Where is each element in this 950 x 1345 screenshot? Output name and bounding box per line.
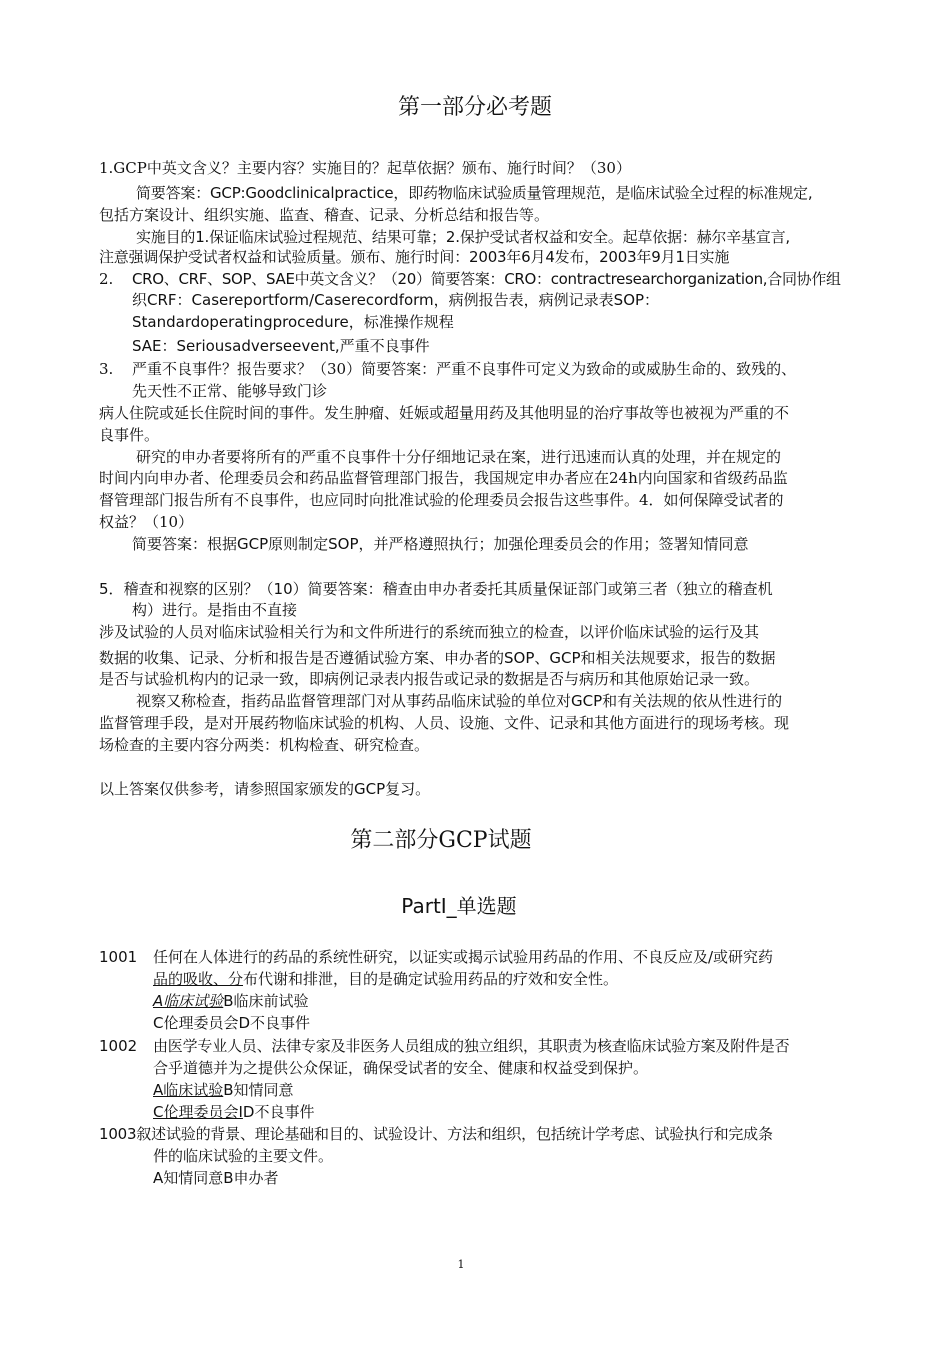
- q1002-option-b: B知情同意: [223, 1081, 294, 1099]
- q1002-number: 1002: [99, 1037, 138, 1055]
- q2-number: 2.: [99, 270, 114, 288]
- q1002-line: 合乎道德并为之提供公众保证，确保受试者的安全、健康和权益受到保护。: [153, 1059, 649, 1077]
- q3-line: 先天性不正常、能够导致门诊: [132, 382, 328, 400]
- part1-title: 第一部分必考题: [397, 95, 552, 120]
- q1002-options-ab: [153, 1080, 294, 1100]
- q1001-line2: [153, 969, 618, 989]
- q5-line: 涉及试验的人员对临床试验相关行为和文件所进行的系统而独立的检查，以评价临床试验的运行及其: [99, 623, 760, 641]
- underlined-text: 品的吸收、分: [153, 970, 244, 988]
- q1002-option-c: C伦理委员会I: [153, 1103, 243, 1121]
- q2-line: SAE：Seriousadverseevent,严重不良事件: [132, 337, 430, 355]
- disclaimer-note: 以上答案仅供参考，请参照国家颁发的GCP复习。: [99, 780, 431, 798]
- q5-line: 视察又称检查，指药品监督管理部门对从事药品临床试验的单位对GCP和有关法规的依从性进行的: [136, 692, 783, 710]
- q1003-line: 件的临床试验的主要文件。: [153, 1147, 334, 1165]
- q5-line: 构）进行。是指由不直接: [132, 601, 298, 619]
- q5-line: 数据的收集、记录、分析和报告是否遵循试验方案、申办者的SOP、GCP和相关法规要求，报告的数据: [99, 649, 776, 667]
- q3-line: 权益？（10）: [99, 513, 194, 531]
- q1001-option-a: A临床试验: [153, 992, 224, 1010]
- q1-answer-line: 注意强调保护受试者权益和试验质量。颁布、施行时间：2003年6月4发布，2003年9月1日实施: [99, 248, 730, 266]
- q5-line: 是否与试验机构内的记录一致，即病例记录表内报告或记录的数据是否与病历和其他原始记录一致。: [99, 670, 760, 688]
- q5-line: 场检查的主要内容分两类：机构检查、研究检查。: [99, 736, 430, 754]
- q1001-line2-rest: 布代谢和排泄，目的是确定试验用药品的疗效和安全性。: [243, 970, 619, 988]
- q1-answer-line: 包括方案设计、组织实施、监查、稽查、记录、分析总结和报告等。: [99, 206, 550, 224]
- q3-line: 时间内向申办者、伦理委员会和药品监督管理部门报告，我国规定申办者应在24h内向国家和省级药品监: [99, 469, 788, 487]
- q1001-option-b: B临床前试验: [223, 992, 309, 1010]
- page-number: 1: [457, 1258, 465, 1271]
- q1002-option-d: D不良事件: [242, 1103, 315, 1121]
- q4-answer: 简要答案：根据GCP原则制定SOP，并严格遵照执行；加强伦理委员会的作用；签署知情同意: [132, 535, 749, 553]
- q2-line: Standardoperatingprocedure，标准操作规程: [132, 313, 454, 331]
- q1-question: 1.GCP中英文含义？主要内容？实施目的？起草依据？颁布、施行时间？（30）: [99, 159, 631, 177]
- q1001-number: 1001: [99, 948, 138, 966]
- q3-line: 督管理部门报告所有不良事件，也应同时向批准试验的伦理委员会报告这些事件。4．如何保障受试者的: [99, 491, 784, 509]
- q2-line: CRO、CRF、SOP、SAE中英文含义？（20）简要答案：CRO：contractresearchorganization,合同协作组: [132, 270, 841, 288]
- q1002-option-a: A临床试验: [153, 1081, 224, 1099]
- q1003-line: 1003叙述试验的背景、理论基础和目的、试验设计、方法和组织，包括统计学考虑、试验执行和完成条: [99, 1125, 773, 1143]
- q1002-line: 由医学专业人员、法律专家及非医务人员组成的独立组织，其职责为核查临床试验方案及附件是否: [153, 1037, 790, 1055]
- q3-line: 研究的申办者要将所有的严重不良事件十分仔细地记录在案，进行迅速而认真的处理，并在规定的: [136, 448, 782, 466]
- q3-line: 良事件。: [99, 426, 160, 444]
- q1001-options-ab: [153, 991, 309, 1011]
- q3-line: 严重不良事件？报告要求？（30）简要答案：严重不良事件可定义为致命的或威胁生命的、致残的、: [132, 360, 797, 378]
- q5-line: 5．稽查和视察的区别？（10）简要答案：稽查由申办者委托其质量保证部门或第三者（独立的稽查机: [99, 580, 773, 598]
- q2-line: 织CRF：Casereportform/Caserecordform，病例报告表，病例记录表SOP：: [132, 291, 660, 309]
- q1-answer-line: 实施目的1.保证临床试验过程规范、结果可靠；2.保护受试者权益和安全。起草依据：赫尔辛基宣言,: [136, 228, 790, 246]
- q1-answer-line: 简要答案：GCP:Goodclinicalpractice，即药物临床试验质量管理规范，是临床试验全过程的标准规定,: [136, 184, 813, 202]
- q1001-line: 任何在人体进行的药品的系统性研究，以证实或揭示试验用药品的作用、不良反应及/或研究药: [153, 948, 774, 966]
- q3-number: 3.: [99, 360, 114, 378]
- q1003-options-ab: A知情同意B申办者: [153, 1169, 279, 1187]
- q1002-options-cd: [153, 1102, 314, 1122]
- part2-title: 第二部分GCP试题: [350, 828, 532, 853]
- q1001-options-cd: C伦理委员会D不良事件: [153, 1014, 311, 1032]
- part2-subtitle: PartI_单选题: [401, 894, 517, 918]
- q3-line: 病人住院或延长住院时间的事件。发生肿瘤、妊娠或超量用药及其他明显的治疗事故等也被视为严重的不: [99, 404, 790, 422]
- q5-line: 监督管理手段，是对开展药物临床试验的机构、人员、设施、文件、记录和其他方面进行的现场考核。现: [99, 714, 790, 732]
